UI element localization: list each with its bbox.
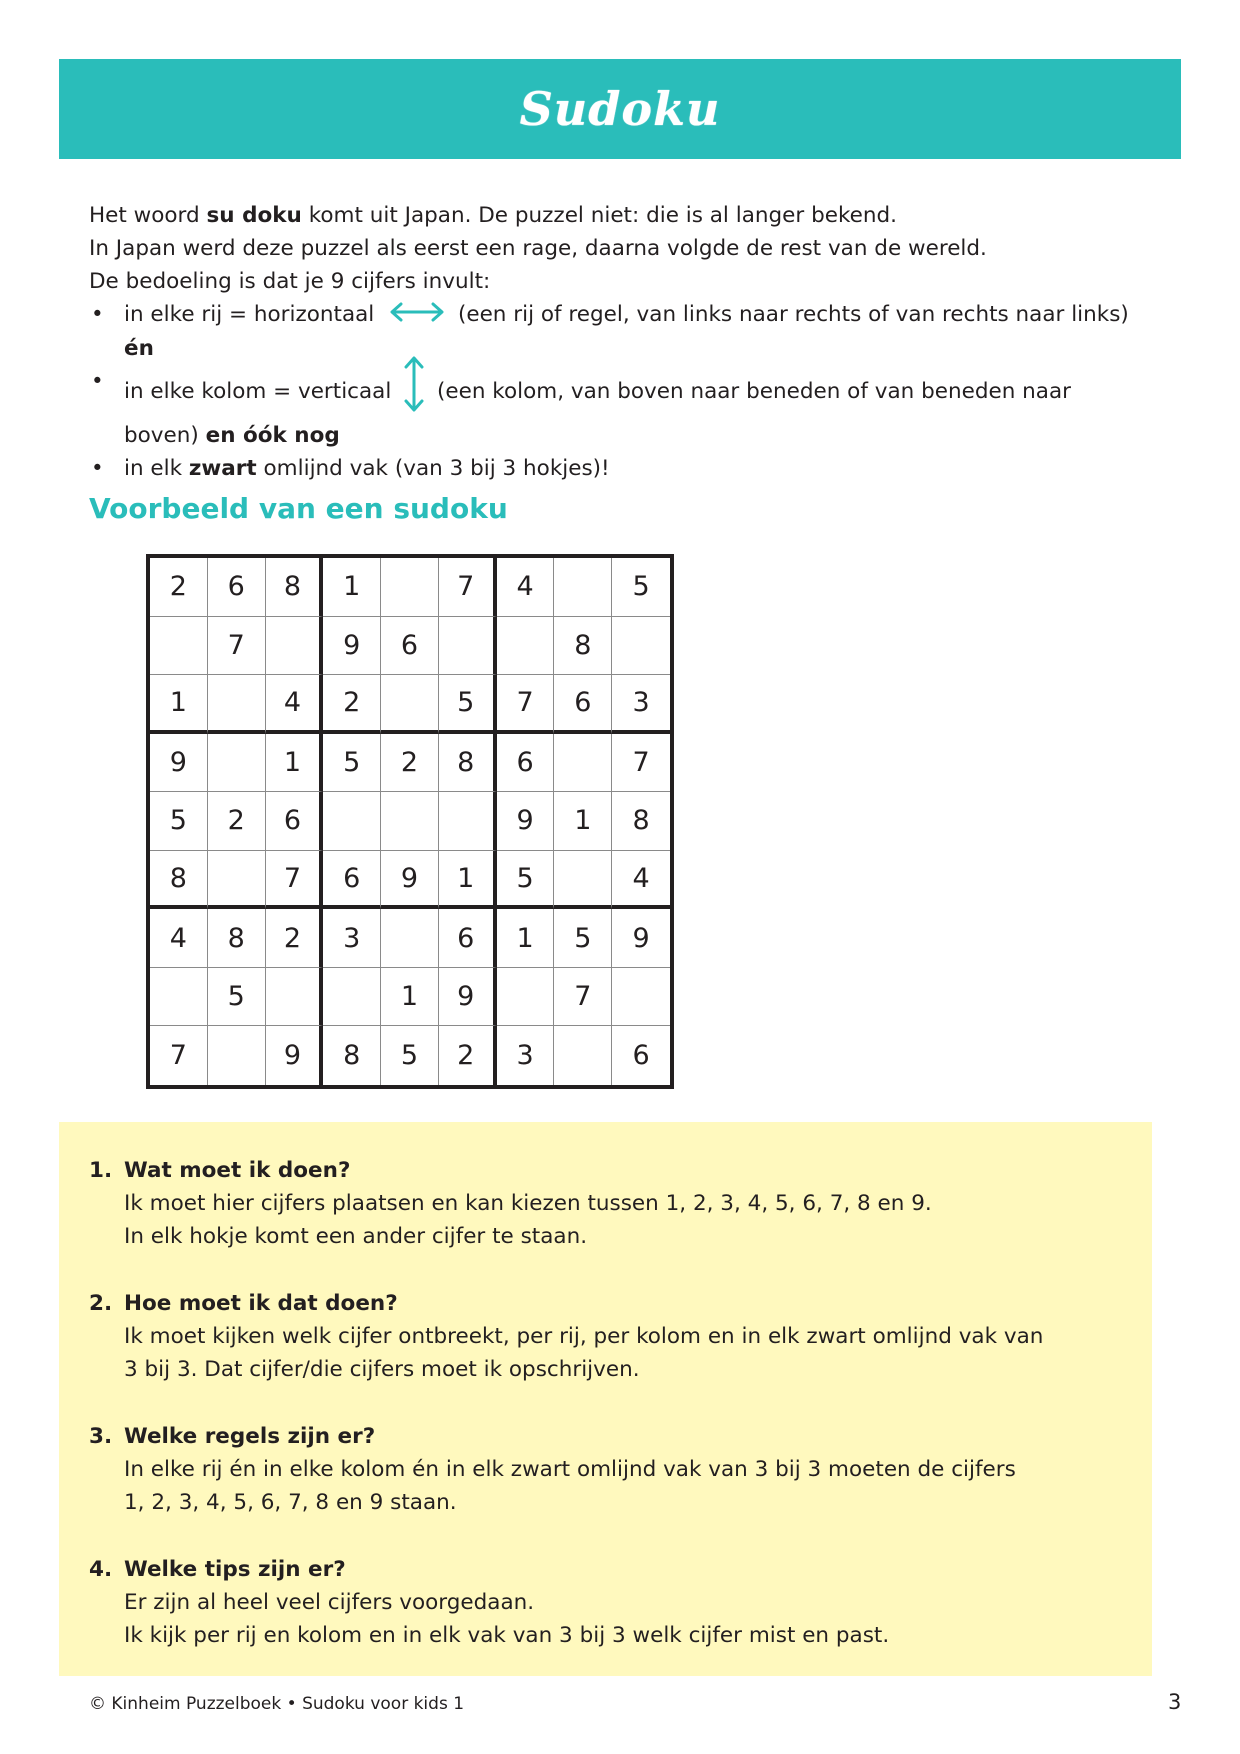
faq-question: Welke regels zijn er? — [124, 1424, 376, 1449]
sudoku-cell: 6 — [381, 617, 439, 676]
sudoku-cell: 8 — [266, 558, 324, 617]
sudoku-cell: 7 — [208, 617, 266, 676]
sudoku-cell: 1 — [439, 851, 497, 910]
title-banner — [59, 59, 1181, 159]
sudoku-cell: 8 — [439, 734, 497, 793]
footer-credit — [89, 1694, 464, 1714]
bullet-row-vertical: • in elke kolom = verticaal (een kolom, van boven naar beneden of van beneden naar — [89, 365, 1169, 419]
sudoku-cell: 2 — [266, 909, 324, 968]
intro-line-2: In Japan werd deze puzzel als eerst een rage, daarna volgde de rest van de wereld. — [89, 236, 987, 261]
sudoku-cell: 1 — [497, 909, 555, 968]
sudoku-cell: 9 — [150, 734, 208, 793]
sudoku-cell: 6 — [208, 558, 266, 617]
sudoku-cell — [612, 617, 670, 676]
faq-answer-line: Ik kijk per rij en kolom en in elk vak van 3 bij 3 welk cijfer mist en past. — [124, 1623, 890, 1648]
sudoku-cell — [323, 968, 381, 1027]
example-section-title: Voorbeeld van een sudoku — [89, 492, 508, 525]
sudoku-cell: 8 — [554, 617, 612, 676]
bullet-continuation-1: én — [124, 335, 154, 361]
sudoku-cell: 2 — [439, 1026, 497, 1085]
sudoku-cell: 6 — [554, 675, 612, 734]
faq-answer-line: Er zijn al heel veel cijfers voorgedaan. — [124, 1590, 535, 1615]
faq-item-4 — [89, 1553, 1129, 1652]
sudoku-grid — [146, 554, 674, 1089]
sudoku-cell — [554, 734, 612, 793]
sudoku-cell — [439, 617, 497, 676]
bullet-icon: • — [91, 368, 104, 394]
sudoku-cell: 7 — [266, 851, 324, 910]
sudoku-cell: 6 — [266, 792, 324, 851]
sudoku-cell: 9 — [497, 792, 555, 851]
faq-number: 1. — [89, 1158, 113, 1183]
faq-item-3 — [89, 1420, 1129, 1519]
page-number: 3 — [1168, 1690, 1182, 1714]
sudoku-cell — [208, 675, 266, 734]
term-su-doku: su doku — [206, 203, 302, 228]
intro-text — [89, 199, 1169, 485]
sudoku-cell: 5 — [554, 909, 612, 968]
sudoku-cell: 5 — [497, 851, 555, 910]
sudoku-cell: 4 — [612, 851, 670, 910]
sudoku-cell: 6 — [323, 851, 381, 910]
sudoku-cell: 8 — [612, 792, 670, 851]
sudoku-cell: 9 — [612, 909, 670, 968]
faq-answer-line: In elk hokje komt een ander cijfer te staan. — [124, 1224, 588, 1249]
sudoku-cell: 7 — [554, 968, 612, 1027]
page-title: Sudoku — [519, 82, 721, 136]
sudoku-cell: 7 — [150, 1026, 208, 1085]
sudoku-cell: 5 — [208, 968, 266, 1027]
copyright-text: © Kinheim Puzzelboek — [89, 1694, 282, 1714]
bullet-icon: • — [91, 302, 104, 327]
sudoku-cell: 7 — [497, 675, 555, 734]
faq-item-1 — [89, 1154, 1129, 1253]
faq-answer-line: Ik moet kijken welk cijfer ontbreekt, per rij, per kolom en in elk zwart omlijnd vak van — [124, 1324, 1044, 1349]
sudoku-cell: 6 — [632, 1040, 650, 1072]
sudoku-cell — [381, 558, 439, 617]
faq-question: Welke tips zijn er? — [124, 1557, 346, 1582]
faq-number: 4. — [89, 1557, 113, 1582]
faq-number: 3. — [89, 1424, 113, 1449]
faq-answer-line: Ik moet hier cijfers plaatsen en kan kiezen tussen 1, 2, 3, 4, 5, 6, 7, 8 en 9. — [124, 1191, 932, 1216]
intro-line-1: Het woord su doku komt uit Japan. De puzzel niet: die is al langer bekend. — [89, 203, 897, 228]
faq-item-2 — [89, 1287, 1129, 1386]
sudoku-cell — [554, 1026, 612, 1085]
sudoku-cell: 9 — [266, 1026, 324, 1085]
book-title: Sudoku voor kids 1 — [302, 1694, 465, 1714]
sudoku-cell — [266, 617, 324, 676]
bullet-icon: • — [91, 455, 104, 481]
sudoku-cell: 1 — [150, 675, 208, 734]
sudoku-cell: 5 — [439, 675, 497, 734]
sudoku-cell: 7 — [612, 734, 670, 793]
sudoku-cell: 3 — [612, 675, 670, 734]
sudoku-cell — [381, 909, 439, 968]
faq-question: Wat moet ik doen? — [124, 1158, 351, 1183]
sudoku-cell: 1 — [266, 734, 324, 793]
sudoku-cell — [497, 968, 555, 1027]
sudoku-cell — [381, 675, 439, 734]
sudoku-cell: 5 — [323, 734, 381, 793]
bullet-row-horizontal: • in elke rij = horizontaal (een rij of regel, van links naar rechts of van rechts naar links) — [89, 298, 1169, 332]
sudoku-cell: 4 — [150, 909, 208, 968]
sudoku-cell — [150, 617, 208, 676]
sudoku-cell — [554, 851, 612, 910]
sudoku-cell — [554, 558, 612, 617]
sudoku-cell — [150, 968, 208, 1027]
sudoku-cell: 5 — [150, 792, 208, 851]
sudoku-cell — [323, 792, 381, 851]
sudoku-cell: 8 — [150, 851, 208, 910]
sudoku-cell — [612, 968, 670, 1027]
sudoku-cell: 3 — [323, 909, 381, 968]
sudoku-cell: 2 — [150, 558, 208, 617]
sudoku-cell: 6 — [497, 734, 555, 793]
sudoku-cell: 2 — [208, 792, 266, 851]
sudoku-cell: 4 — [497, 558, 555, 617]
sudoku-cell: 9 — [439, 968, 497, 1027]
sudoku-cell — [381, 792, 439, 851]
bullet-continuation-2: boven) en óók nog — [124, 422, 340, 448]
bullet-row-box: • in elk zwart omlijnd vak (van 3 bij 3 hokjes)! — [89, 452, 1169, 485]
sudoku-cell: 2 — [323, 675, 381, 734]
sudoku-cell: 5 — [381, 1026, 439, 1085]
sudoku-cell: 2 — [381, 734, 439, 793]
sudoku-cell: 9 — [323, 617, 381, 676]
sudoku-cell: 4 — [266, 675, 324, 734]
sudoku-cell: 1 — [381, 968, 439, 1027]
vertical-double-arrow-icon — [404, 355, 424, 423]
sudoku-cell — [208, 1026, 266, 1085]
sudoku-cell: 7 — [439, 558, 497, 617]
sudoku-cell: 3 — [497, 1026, 555, 1085]
sudoku-cell: 8 — [323, 1026, 381, 1085]
footer-separator: • — [286, 1694, 297, 1714]
sudoku-cell — [497, 617, 555, 676]
faq-answer-line: 3 bij 3. Dat cijfer/die cijfers moet ik opschrijven. — [124, 1357, 640, 1382]
sudoku-cell — [208, 734, 266, 793]
sudoku-cell — [439, 792, 497, 851]
sudoku-cell — [266, 968, 324, 1027]
faq-answer-line: In elke rij én in elke kolom én in elk zwart omlijnd vak van 3 bij 3 moeten de cijfers — [124, 1457, 1016, 1482]
sudoku-cell: 5 — [612, 558, 670, 617]
faq-answer-line: 1, 2, 3, 4, 5, 6, 7, 8 en 9 staan. — [124, 1490, 457, 1515]
horizontal-double-arrow-icon — [389, 299, 445, 332]
sudoku-cell: 1 — [323, 558, 381, 617]
faq-question: Hoe moet ik dat doen? — [124, 1291, 398, 1316]
sudoku-cell — [208, 851, 266, 910]
intro-line-3: De bedoeling is dat je 9 cijfers invult: — [89, 269, 491, 294]
sudoku-cell: 9 — [381, 851, 439, 910]
faq-number: 2. — [89, 1291, 113, 1316]
sudoku-cell: 6 — [439, 909, 497, 968]
sudoku-cell: 8 — [208, 909, 266, 968]
faq-box — [59, 1122, 1152, 1676]
sudoku-cell: 1 — [554, 792, 612, 851]
